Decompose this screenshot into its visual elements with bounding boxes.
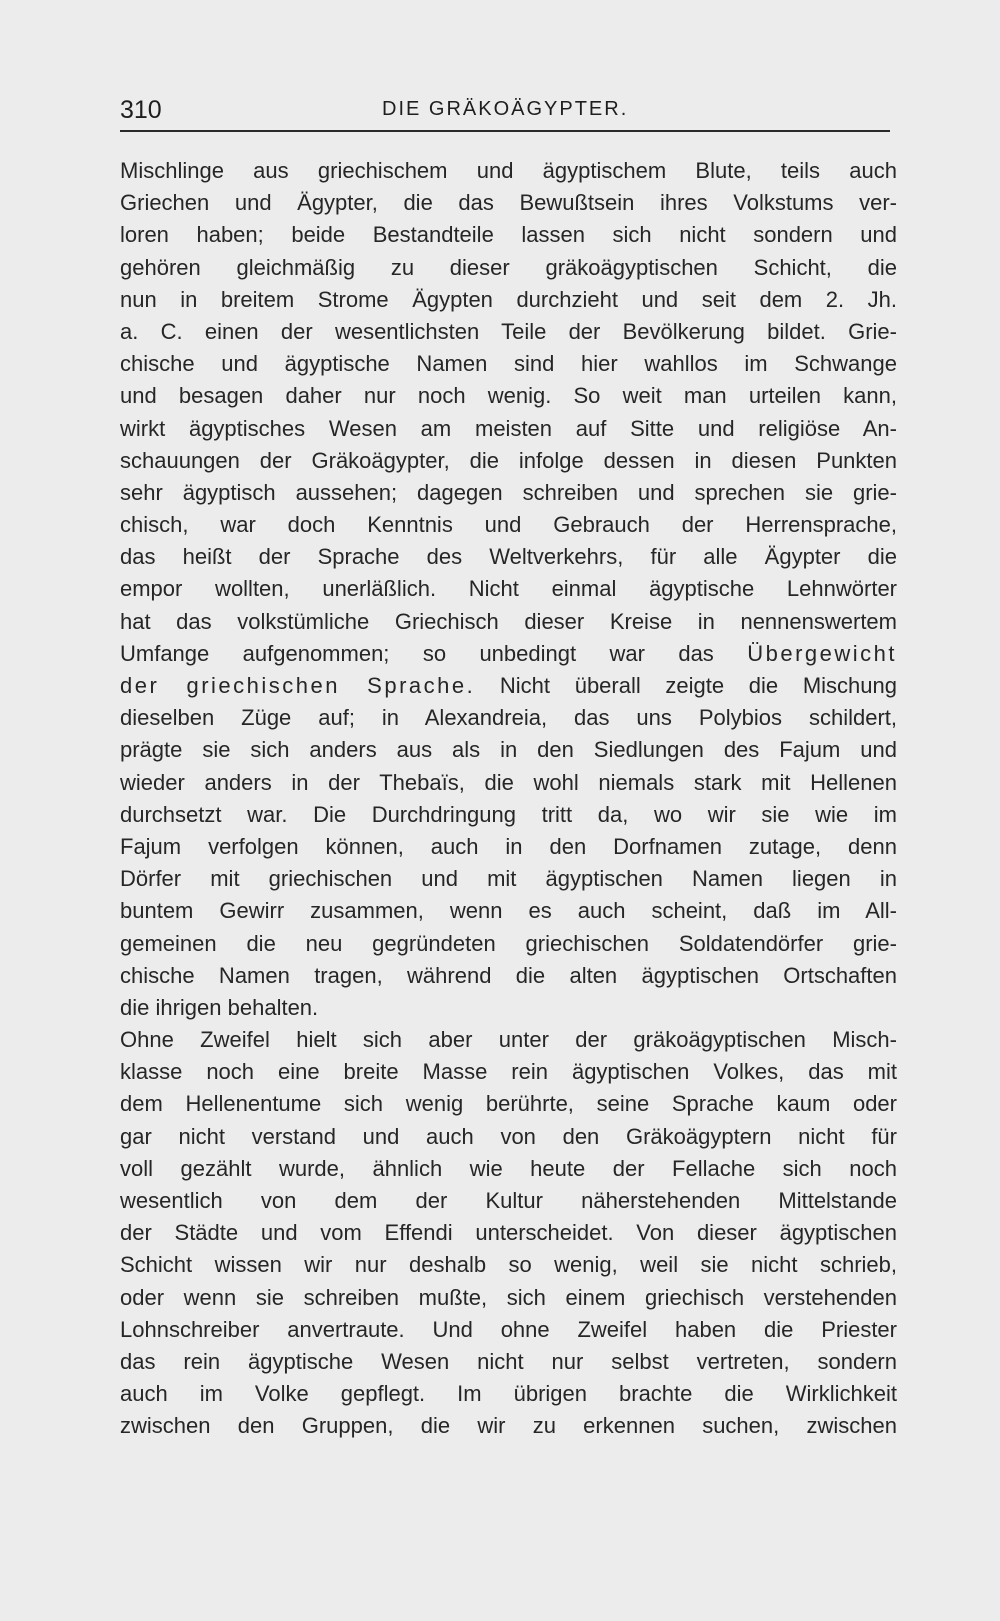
- text-line: gemeinen die neu gegründeten griechischen Soldatendörfer grie-: [120, 930, 897, 956]
- running-title: DIE GRÄKOÄGYPTER.: [382, 98, 629, 120]
- page-number: 310: [120, 96, 162, 124]
- text-line: das heißt der Sprache des Weltverkehrs, für alle Ägypter die: [120, 544, 897, 570]
- text-line: auch im Volke gepflegt. Im übrigen brachte die Wirklichkeit: [120, 1381, 897, 1407]
- text-line: gehören gleichmäßig zu dieser gräkoägyptischen Schicht, die: [120, 254, 897, 280]
- text-line: nun in breitem Strome Ägypten durchzieht und seit dem 2. Jh.: [120, 286, 897, 312]
- text-line: Schicht wissen wir nur deshalb so wenig, weil sie nicht schrieb,: [120, 1252, 897, 1278]
- text-line: wesentlich von dem der Kultur näherstehenden Mittelstande: [120, 1188, 897, 1213]
- text-line: Griechen und Ägypter, die das Bewußtsein ihres Volkstums ver-: [120, 190, 897, 216]
- text-segment: Nicht überall zeigte die Mischung: [499, 673, 897, 698]
- text-line: Dörfer mit griechischen und mit ägyptischen Namen liegen in: [120, 866, 897, 892]
- text-segment: Umfange aufgenommen; so unbedingt war das: [120, 640, 714, 666]
- text-line: buntem Gewirr zusammen, wenn es auch scheint, daß im All-: [120, 898, 897, 924]
- text-line: und besagen daher nur noch wenig. So weit man urteilen kann,: [120, 383, 897, 409]
- text-line: zwischen den Gruppen, die wir zu erkennen suchen, zwischen: [120, 1413, 897, 1439]
- text-line: der Städte und vom Effendi unterscheidet. Von dieser ägyptischen: [120, 1220, 897, 1246]
- text-line-with-emphasis: [120, 638, 897, 670]
- text-line: durchsetzt war. Die Durchdringung tritt da, wo wir sie wie im: [120, 801, 897, 827]
- text-line: loren haben; beide Bestandteile lassen sich nicht sondern und: [120, 222, 897, 248]
- text-line: chische Namen tragen, während die alten ägyptischen Ortschaften: [120, 962, 897, 988]
- text-line: oder wenn sie schreiben mußte, sich einem griechisch verstehenden: [120, 1284, 897, 1310]
- text-line: Fajum verfolgen können, auch in den Dorfnamen zutage, denn: [120, 833, 897, 859]
- text-line: schauungen der Gräkoägypter, die infolge dessen in diesen Punkten: [120, 447, 897, 473]
- text-line: dem Hellenentume sich wenig berührte, seine Sprache kaum oder: [120, 1091, 897, 1117]
- text-line: Ohne Zweifel hielt sich aber unter der gräkoägyptischen Misch-: [120, 1027, 897, 1053]
- spaced-emphasis: Übergewicht: [747, 640, 897, 666]
- text-line: gar nicht verstand und auch von den Gräkoägyptern nicht für: [120, 1123, 897, 1149]
- text-line: klasse noch eine breite Masse rein ägyptischen Volkes, das mit: [120, 1059, 897, 1085]
- text-line: wirkt ägyptisches Wesen am meisten auf Sitte und religiöse An-: [120, 415, 897, 441]
- paragraph-end-line: die ihrigen behalten.: [120, 994, 319, 1020]
- text-line: a. C. einen der wesentlichsten Teile der Bevölkerung bildet. Grie-: [120, 318, 897, 344]
- text-line: hat das volkstümliche Griechisch dieser Kreise in nennenswertem: [120, 608, 897, 634]
- text-line: empor wollten, unerläßlich. Nicht einmal ägyptische Lehnwörter: [120, 576, 897, 602]
- text-line: Mischlinge aus griechischem und ägyptischem Blute, teils auch: [120, 158, 897, 183]
- text-line: das rein ägyptische Wesen nicht nur selbst vertreten, sondern: [120, 1348, 897, 1374]
- text-line: wieder anders in der Thebaïs, die wohl niemals stark mit Hellenen: [120, 769, 897, 795]
- text-line: dieselben Züge auf; in Alexandreia, das uns Polybios schildert,: [120, 705, 897, 731]
- running-header: [120, 92, 890, 132]
- text-line-with-emphasis: [120, 670, 897, 702]
- body-text: [120, 155, 897, 1443]
- text-line: chische und ägyptische Namen sind hier wahllos im Schwange: [120, 351, 897, 377]
- text-line: voll gezählt wurde, ähnlich wie heute der Fellache sich noch: [120, 1155, 897, 1181]
- text-line: chisch, war doch Kenntnis und Gebrauch der Herrensprache,: [120, 512, 897, 538]
- spaced-emphasis: der griechischen Sprache.: [120, 673, 476, 698]
- text-line: prägte sie sich anders aus als in den Siedlungen des Fajum und: [120, 737, 897, 763]
- text-line: Lohnschreiber anvertraute. Und ohne Zweifel haben die Priester: [120, 1316, 897, 1342]
- text-line: sehr ägyptisch aussehen; dagegen schreiben und sprechen sie grie-: [120, 479, 897, 505]
